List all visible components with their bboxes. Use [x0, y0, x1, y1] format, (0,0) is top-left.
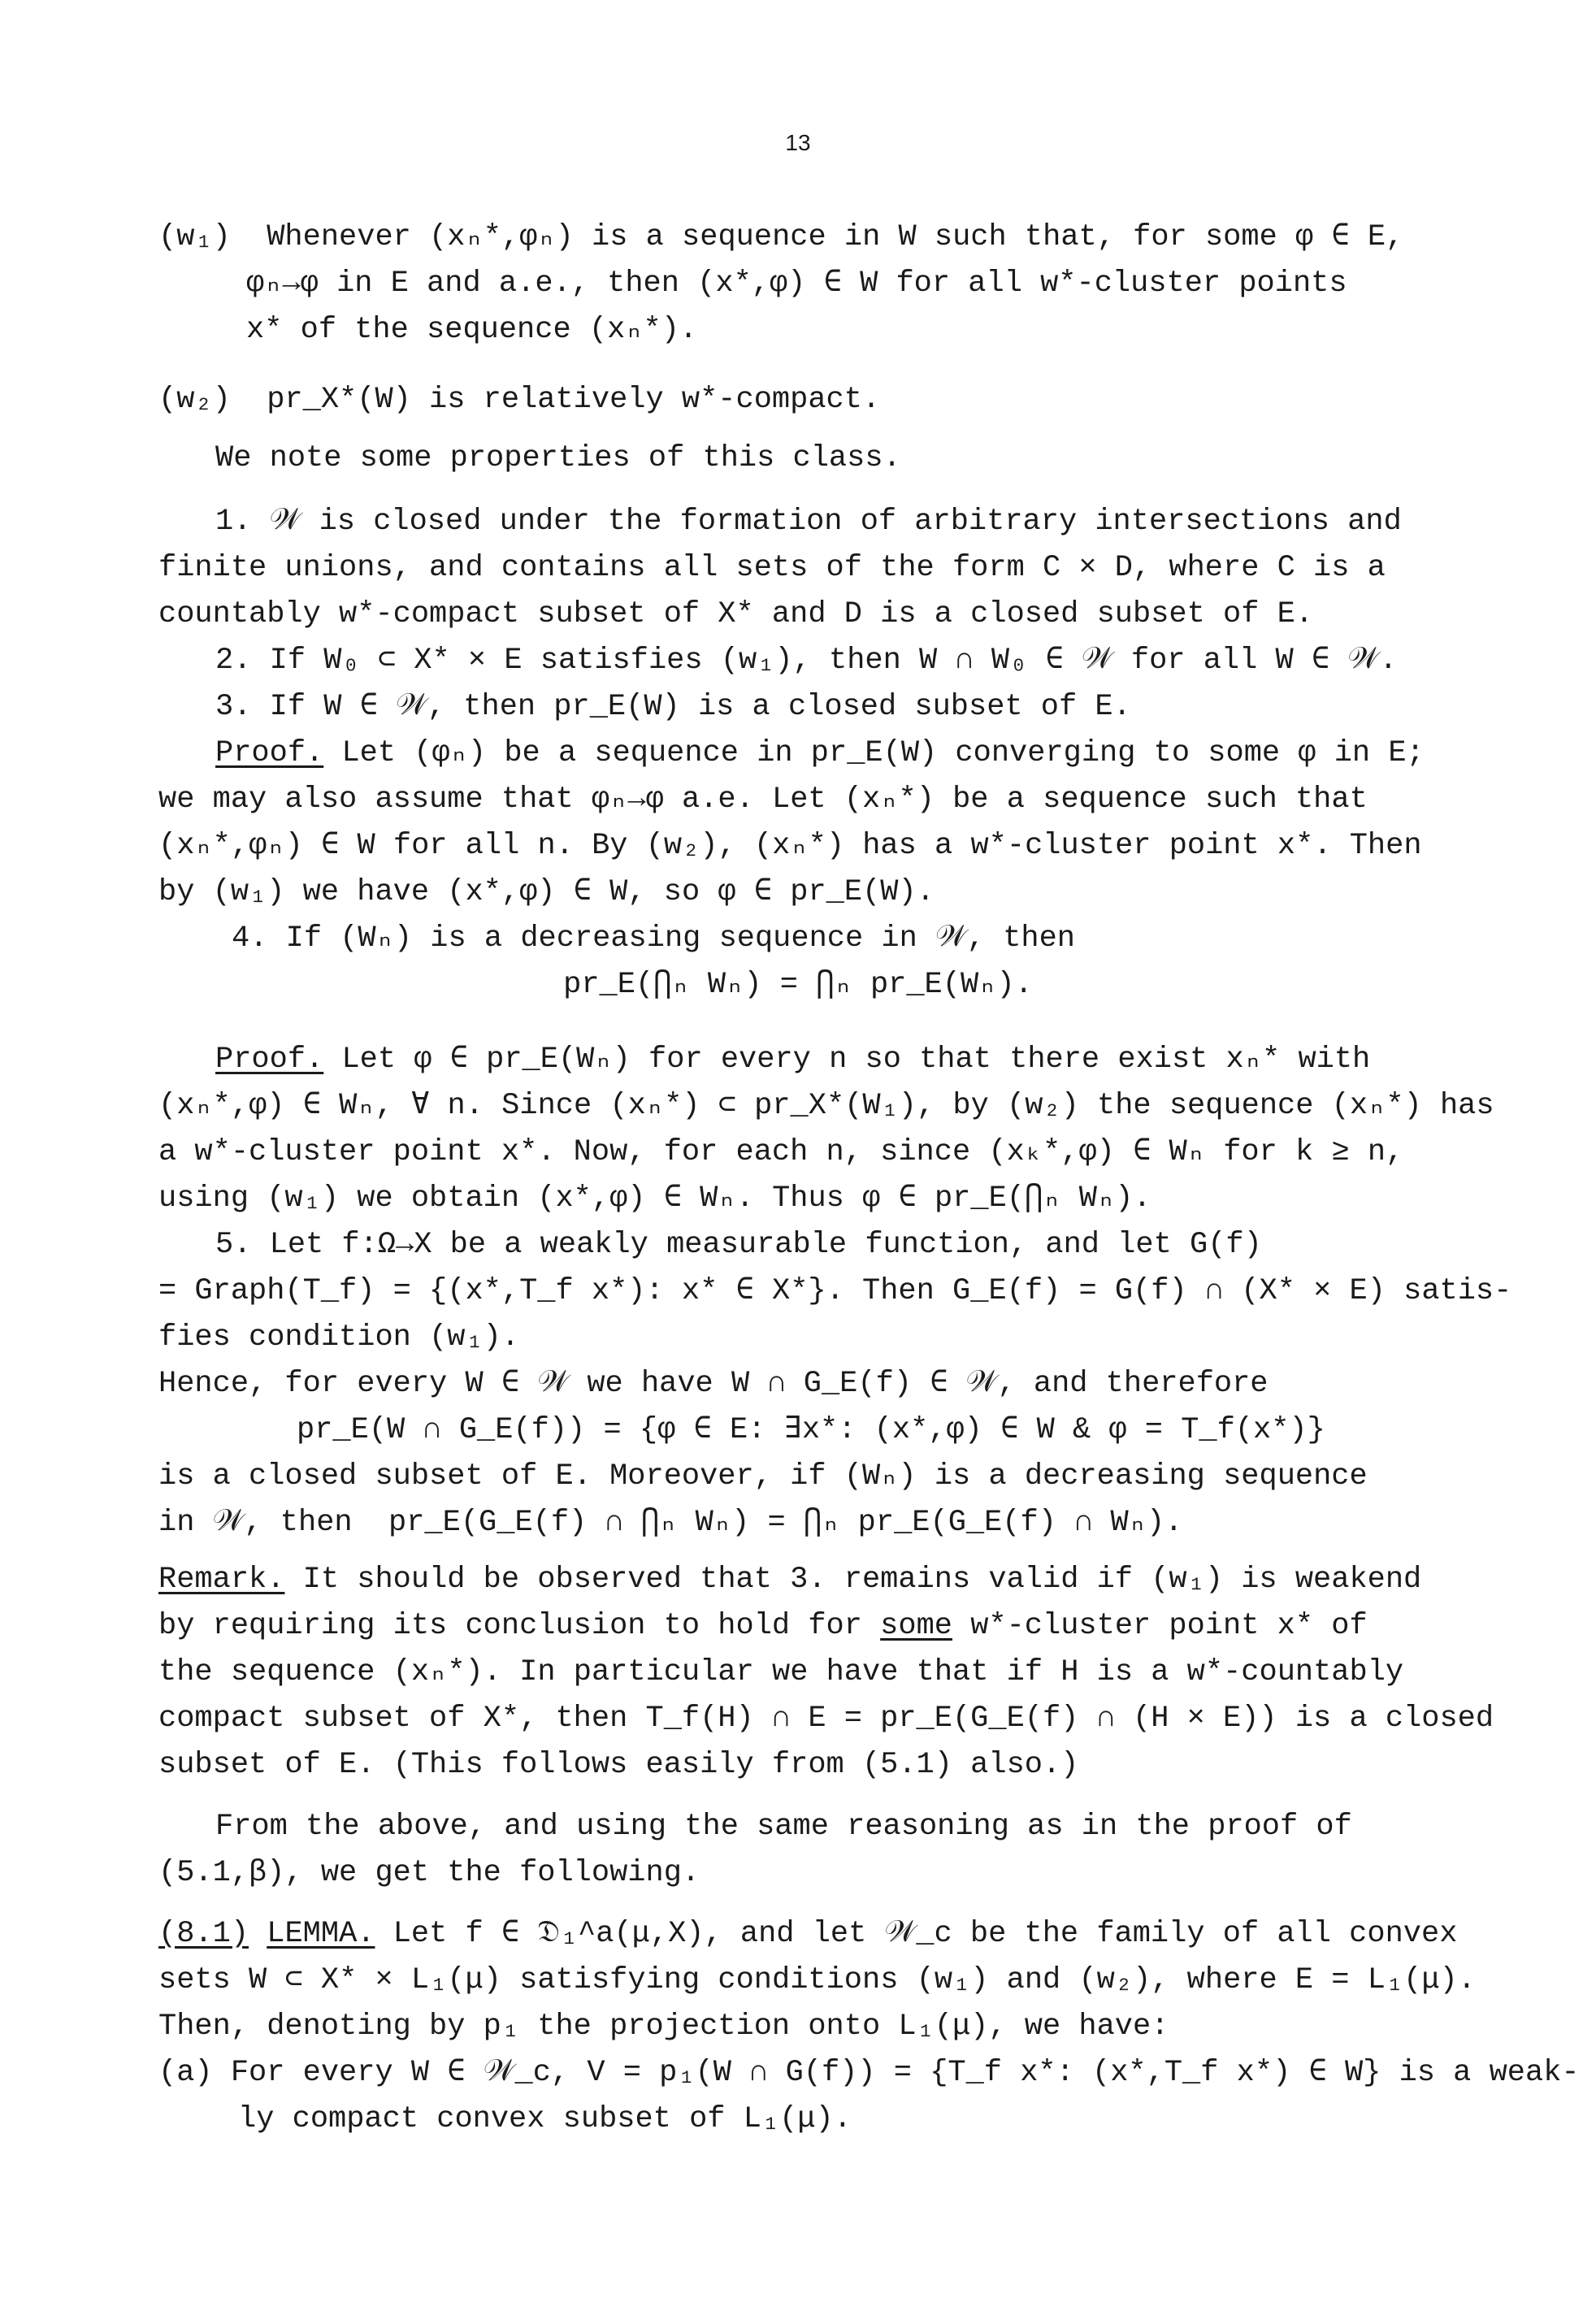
text-line: (w₂) pr_X*(W) is relatively w*-compact. — [158, 383, 881, 417]
text-line: = Graph(T_f) = {(x*,T_f x*): x* ∈ X*}. Then G_E(f) = G(f) ∩ (X* × E) satis- — [158, 1274, 1512, 1308]
text-line: countably w*-compact subset of X* and D is a closed subset of E. — [158, 597, 1314, 631]
text-line: 3. If W ∈ 𝒲, then pr_E(W) is a closed subset of E. — [215, 690, 1131, 724]
text-line: (a) For every W ∈ 𝒲_c, V = p₁(W ∩ G(f)) = {T_f x*: (x*,T_f x*) ∈ W} is a weak- — [158, 2056, 1580, 2090]
text-line: x* of the sequence (xₙ*). — [246, 313, 698, 347]
emphasis-some: some — [880, 1609, 952, 1643]
display-formula: pr_E(W ∩ G_E(f)) = {φ ∈ E: ∃x*: (x*,φ) ∈ W & φ = T_f(x*)} — [297, 1413, 1325, 1447]
text-line: Hence, for every W ∈ 𝒲 we have W ∩ G_E(f) ∈ 𝒲, and therefore — [158, 1367, 1269, 1401]
text-line — [215, 1042, 1370, 1077]
text-line: φₙ→φ in E and a.e., then (x*,φ) ∈ W for all w*-cluster points — [246, 267, 1347, 301]
text-line: fies condition (w₁). — [158, 1320, 520, 1355]
text-line: 5. Let f:Ω→X be a weakly measurable function, and let G(f) — [215, 1228, 1262, 1262]
display-formula: pr_E(⋂ₙ Wₙ) = ⋂ₙ pr_E(Wₙ). — [563, 968, 1033, 1002]
text-line: using (w₁) we obtain (x*,φ) ∈ Wₙ. Thus φ ∈ pr_E(⋂ₙ Wₙ). — [158, 1182, 1151, 1216]
text-line — [158, 1916, 1457, 1952]
text-line: 1. 𝒲 is closed under the formation of arbitrary intersections and — [215, 505, 1402, 539]
text-line: the sequence (xₙ*). In particular we have that if H is a w*-countably — [158, 1655, 1404, 1689]
text-line: (xₙ*,φₙ) ∈ W for all n. By (w₂), (xₙ*) has a w*-cluster point x*. Then — [158, 829, 1422, 863]
proof-label: Proof. — [215, 736, 324, 770]
text-line: From the above, and using the same reasoning as in the proof of — [215, 1810, 1352, 1844]
text-line: sets W ⊂ X* × L₁(μ) satisfying conditions (w₁) and (w₂), where E = L₁(μ). — [158, 1963, 1476, 1997]
text-line: (xₙ*,φ) ∈ Wₙ, ∀ n. Since (xₙ*) ⊂ pr_X*(W₁), by (w₂) the sequence (xₙ*) has — [158, 1089, 1494, 1123]
text-line: We note some properties of this class. — [215, 441, 901, 475]
text-line: 4. If (Wₙ) is a decreasing sequence in 𝒲, then — [232, 921, 1076, 956]
text-run: Let φ ∈ pr_E(Wₙ) for every n so that there exist xₙ* with — [323, 1043, 1371, 1077]
text-run: It should be observed that 3. remains valid if (w₁) is weakend — [284, 1563, 1422, 1597]
text-line: (5.1,β), we get the following. — [158, 1856, 700, 1890]
text-line: subset of E. (This follows easily from (5.1) also.) — [158, 1748, 1079, 1782]
text-run: Let (φₙ) be a sequence in pr_E(W) converging to some φ in E; — [323, 736, 1425, 770]
text-line: (w₁) Whenever (xₙ*,φₙ) is a sequence in W such that, for some φ ∈ E, — [158, 220, 1404, 254]
text-run: Let f ∈ 𝔇₁^a(μ,X), and let 𝒲_c be the family of all convex — [375, 1917, 1458, 1951]
text-line: a w*-cluster point x*. Now, for each n, since (xₖ*,φ) ∈ Wₙ for k ≥ n, — [158, 1135, 1404, 1169]
text-line — [158, 1562, 1421, 1598]
text-line: compact subset of X*, then T_f(H) ∩ E = pr_E(G_E(f) ∩ (H × E)) is a closed — [158, 1702, 1494, 1736]
text-run: by requiring its conclusion to hold for — [158, 1609, 881, 1643]
lemma-label: LEMMA. — [267, 1917, 375, 1951]
page-number: 13 — [785, 130, 811, 155]
text-line: Then, denoting by p₁ the projection onto L₁(μ), we have: — [158, 2010, 1169, 2044]
text-line — [215, 735, 1425, 771]
text-line: we may also assume that φₙ→φ a.e. Let (xₙ*) be a sequence such that — [158, 783, 1368, 817]
proof-label: Proof. — [215, 1043, 324, 1077]
text-line: ly compact convex subset of L₁(μ). — [238, 2102, 852, 2136]
text-run: w*-cluster point x* of — [952, 1609, 1368, 1643]
text-line: is a closed subset of E. Moreover, if (Wₙ) is a decreasing sequence — [158, 1459, 1368, 1494]
remark-label: Remark. — [158, 1563, 285, 1597]
text-line: by (w₁) we have (x*,φ) ∈ W, so φ ∈ pr_E(W). — [158, 875, 935, 909]
text-line: 2. If W₀ ⊂ X* × E satisfies (w₁), then W ∩ W₀ ∈ 𝒲 for all W ∈ 𝒲. — [215, 644, 1398, 678]
text-line — [158, 1608, 1368, 1644]
text-line: finite unions, and contains all sets of the form C × D, where C is a — [158, 551, 1386, 585]
text-line: in 𝒲, then pr_E(G_E(f) ∩ ⋂ₙ Wₙ) = ⋂ₙ pr_E(G_E(f) ∩ Wₙ). — [158, 1506, 1183, 1540]
lemma-number: (8.1) — [158, 1917, 249, 1951]
